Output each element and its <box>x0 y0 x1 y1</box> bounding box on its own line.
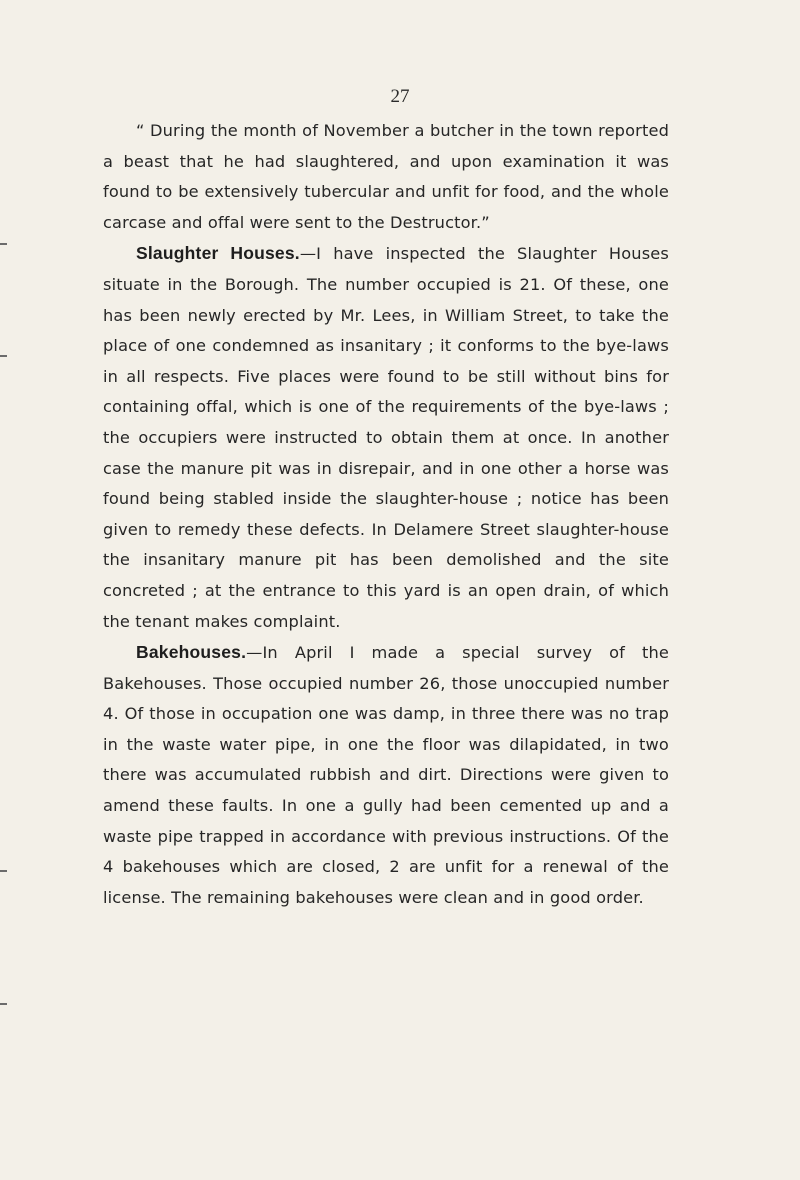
paragraph-butcher-report <box>103 116 669 238</box>
section-heading-slaughter-houses: Slaughter Houses. <box>136 243 300 264</box>
paragraph-text: —I have inspected the Slaughter Houses situate in the Borough. The number occupied is 21. Of these, one has been newly erected by Mr. Lees, in William Street, to take the place of one condemned as insanitary ; it conforms to the bye-laws in all respects. Five places were found to be still without bins for containing offal, which is one of the requirements of the bye-laws ; the occupiers were instructed to obtain them at once. In another case the manure pit was in disrepair, and in one other a horse was found being stabled inside the slaughter-house ; notice has been given to remedy these defects. In Delamere Street slaughter-house the insanitary manure pit has been demolished and the site concreted ; at the entrance to this yard is an open drain, of which the tenant makes complaint. <box>103 244 669 631</box>
margin-mark <box>0 870 7 872</box>
margin-mark <box>0 355 7 357</box>
body-text <box>103 116 669 913</box>
paragraph-bakehouses <box>103 637 669 913</box>
margin-mark <box>0 1003 7 1005</box>
paragraph-text: “ During the month of November a butcher in the town reported a beast that he had slaughtered, and upon examination it was found to be extensively tubercular and unfit for food, and the whole carcase and offal were sent to the Destructor.” <box>103 121 669 232</box>
margin-mark <box>0 243 7 245</box>
section-heading-bakehouses: Bakehouses. <box>136 642 247 663</box>
paragraph-text: —In April I made a special survey of the Bakehouses. Those occupied number 26, those unoccupied number 4. Of those in occupation one was damp, in three there was no trap in the waste water pipe, in one the floor was dilapidated, in two there was accumulated rubbish and dirt. Directions were given to amend these faults. In one a gully had been cemented up and a waste pipe trapped in accordance with previous instructions. Of the 4 bakehouses which are closed, 2 are unfit for a renewal of the license. The remaining bakehouses were clean and in good order. <box>103 643 669 907</box>
page-number: 27 <box>390 86 410 107</box>
paragraph-slaughter-houses <box>103 238 669 637</box>
